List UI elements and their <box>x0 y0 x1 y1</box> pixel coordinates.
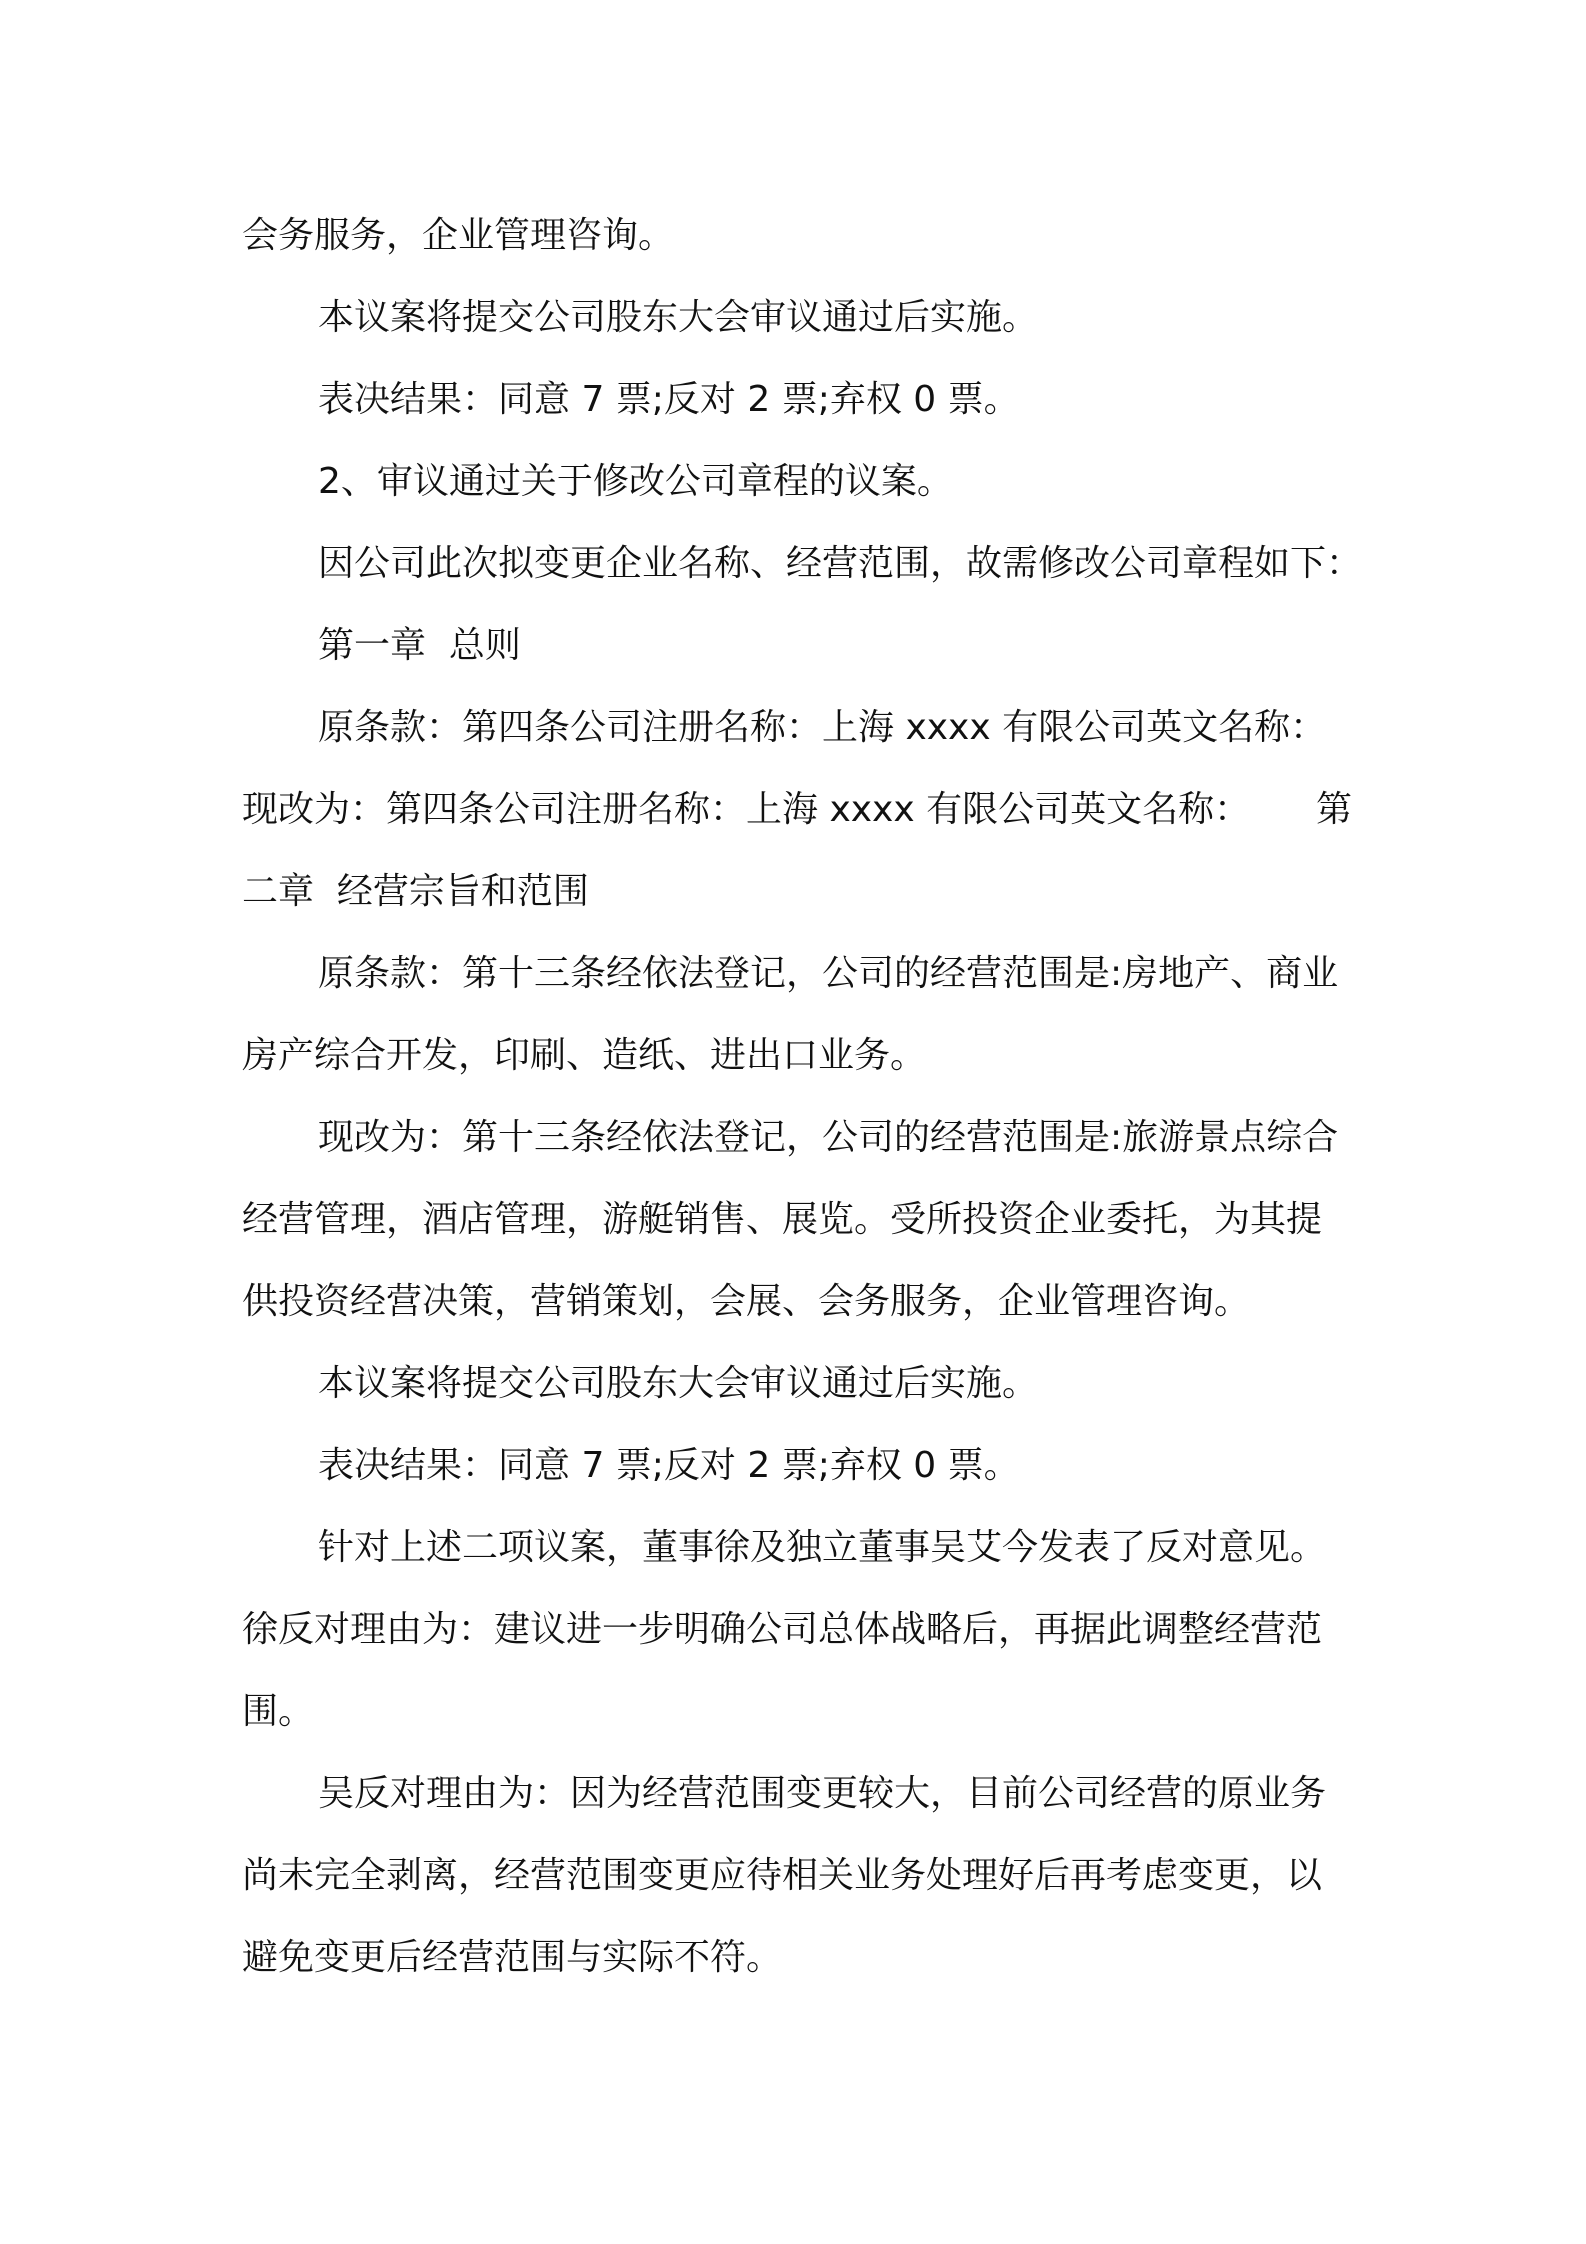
document-body <box>242 195 1363 1999</box>
paragraph-line: 原条款：第十三条经依法登记，公司的经营范围是:房地产、商业 <box>318 953 1339 994</box>
chapter-heading: 第一章 总则 <box>318 625 521 666</box>
paragraph-line: 吴反对理由为：因为经营范围变更较大，目前公司经营的原业务 <box>318 1773 1327 1814</box>
paragraph-line: 本议案将提交公司股东大会审议通过后实施。 <box>318 297 1039 338</box>
paragraph-line: 徐反对理由为：建议进一步明确公司总体战略后，再据此调整经营范 <box>242 1609 1323 1650</box>
paragraph-line: 本议案将提交公司股东大会审议通过后实施。 <box>318 1363 1039 1404</box>
paragraph-line-trailing-word: 第 <box>1315 789 1352 830</box>
paragraph-line: 尚未完全剥离，经营范围变更应待相关业务处理好后再考虑变更，以 <box>242 1855 1323 1896</box>
paragraph-line: 针对上述二项议案，董事徐及独立董事吴艾今发表了反对意见。 <box>318 1527 1327 1568</box>
paragraph-line-with-trailing-word <box>242 769 1352 851</box>
paragraph-line: 会务服务，企业管理咨询。 <box>242 215 675 256</box>
chapter-heading: 二章 经营宗旨和范围 <box>242 871 589 912</box>
paragraph-line: 房产综合开发，印刷、造纸、进出口业务。 <box>242 1035 927 1076</box>
paragraph-line: 表决结果：同意 7 票;反对 2 票;弃权 0 票。 <box>318 379 1020 420</box>
paragraph-line: 避免变更后经营范围与实际不符。 <box>242 1937 783 1978</box>
paragraph-line: 围。 <box>242 1691 315 1732</box>
paragraph-line: 现改为：第十三条经依法登记，公司的经营范围是:旅游景点综合 <box>318 1117 1339 1158</box>
paragraph-line: 供投资经营决策，营销策划，会展、会务服务，企业管理咨询。 <box>242 1281 1251 1322</box>
paragraph-line: 表决结果：同意 7 票;反对 2 票;弃权 0 票。 <box>318 1445 1020 1486</box>
paragraph-line: 经营管理，酒店管理，游艇销售、展览。受所投资企业委托，为其提 <box>242 1199 1323 1240</box>
paragraph-line: 原条款：第四条公司注册名称：上海 xxxx 有限公司英文名称： <box>318 707 1327 748</box>
paragraph-line: 因公司此次拟变更企业名称、经营范围，故需修改公司章程如下： <box>318 543 1363 584</box>
paragraph-line-text: 现改为：第四条公司注册名称：上海 xxxx 有限公司英文名称： <box>242 789 1251 830</box>
paragraph-line: 2、审议通过关于修改公司章程的议案。 <box>318 461 953 502</box>
